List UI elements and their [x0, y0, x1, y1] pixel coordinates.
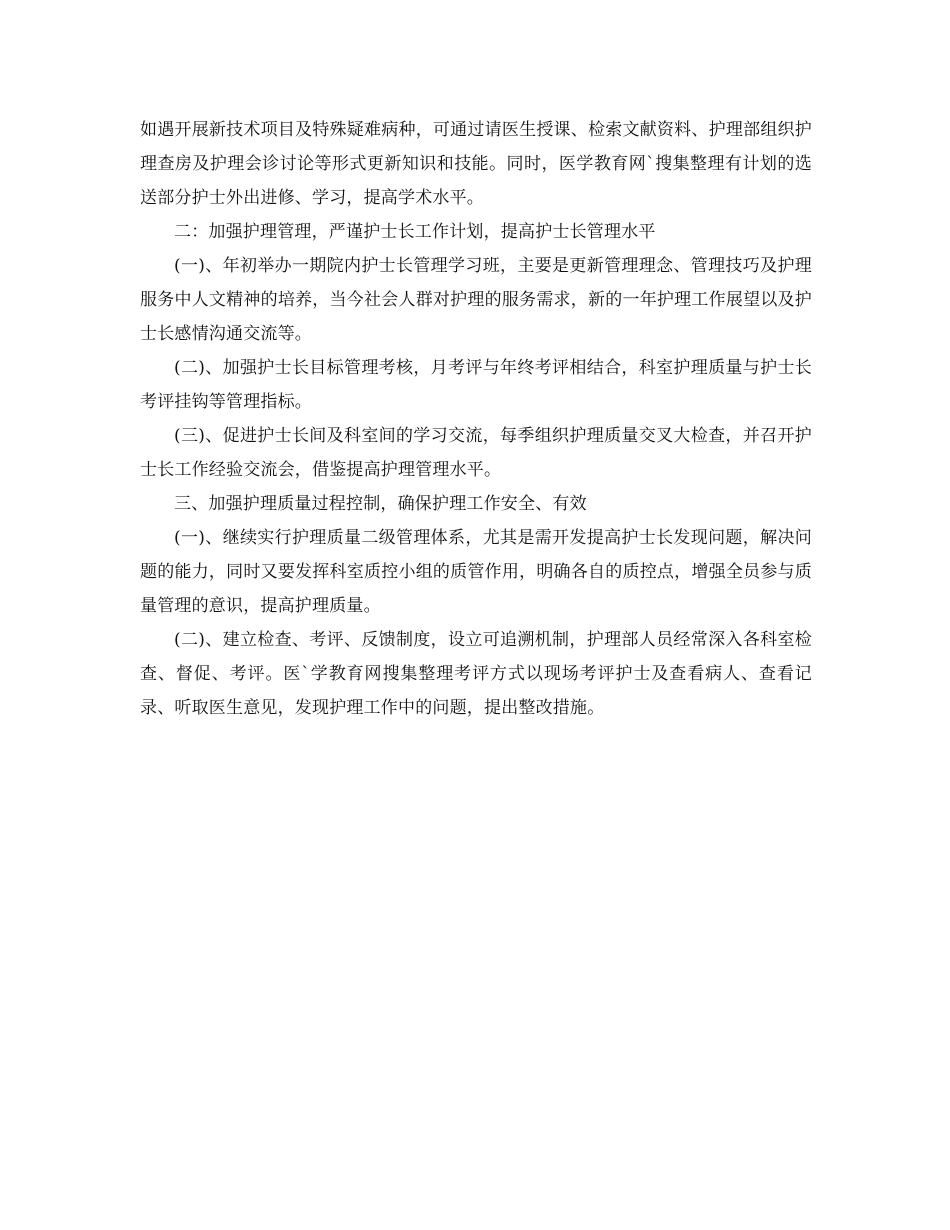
paragraph-3-1: (一)、继续实行护理质量二级管理体系，尤其是需开发提高护士长发现问题，解决问题的能力，同时又要发挥科室质控小组的质管作用，明确各自的质控点，增强全员参与质量管理的意识，提高护理质量。 — [140, 528, 812, 616]
paragraph-2-1: (一)、年初举办一期院内护士长管理学习班，主要是更新管理理念、管理技巧及护理服务中人文精神的培养，当今社会人群对护理的服务需求，新的一年护理工作展望以及护士长感情沟通交流等。 — [140, 256, 812, 344]
paragraph-2-3: (三)、促进护士长间及科室间的学习交流，每季组织护理质量交叉大检查，并召开护士长工作经验交流会，借鉴提高护理管理水平。 — [140, 426, 812, 480]
section-heading-3: 三、加强护理质量过程控制，确保护理工作安全、有效 — [174, 494, 587, 514]
paragraph-2-2: (二)、加强护士长目标管理考核，月考评与年终考评相结合，科室护理质量与护士长考评挂钩等管理指标。 — [140, 358, 812, 412]
document-body — [140, 113, 812, 725]
paragraph-3-2: (二)、建立检查、考评、反馈制度，设立可追溯机制，护理部人员经常深入各科室检查、督促、考评。医`学教育网搜集整理考评方式以现场考评护士及查看病人、查看记录、听取医生意见，发现护理工作中的问题，提出整改措施。 — [140, 630, 812, 718]
paragraph-continuation: 如遇开展新技术项目及特殊疑难病种，可通过请医生授课、检索文献资料、护理部组织护理查房及护理会诊讨论等形式更新知识和技能。同时，医学教育网`搜集整理有计划的选送部分护士外出进修、学习，提高学术水平。 — [140, 120, 812, 208]
section-heading-2: 二：加强护理管理，严谨护士长工作计划，提高护士长管理水平 — [174, 222, 656, 242]
